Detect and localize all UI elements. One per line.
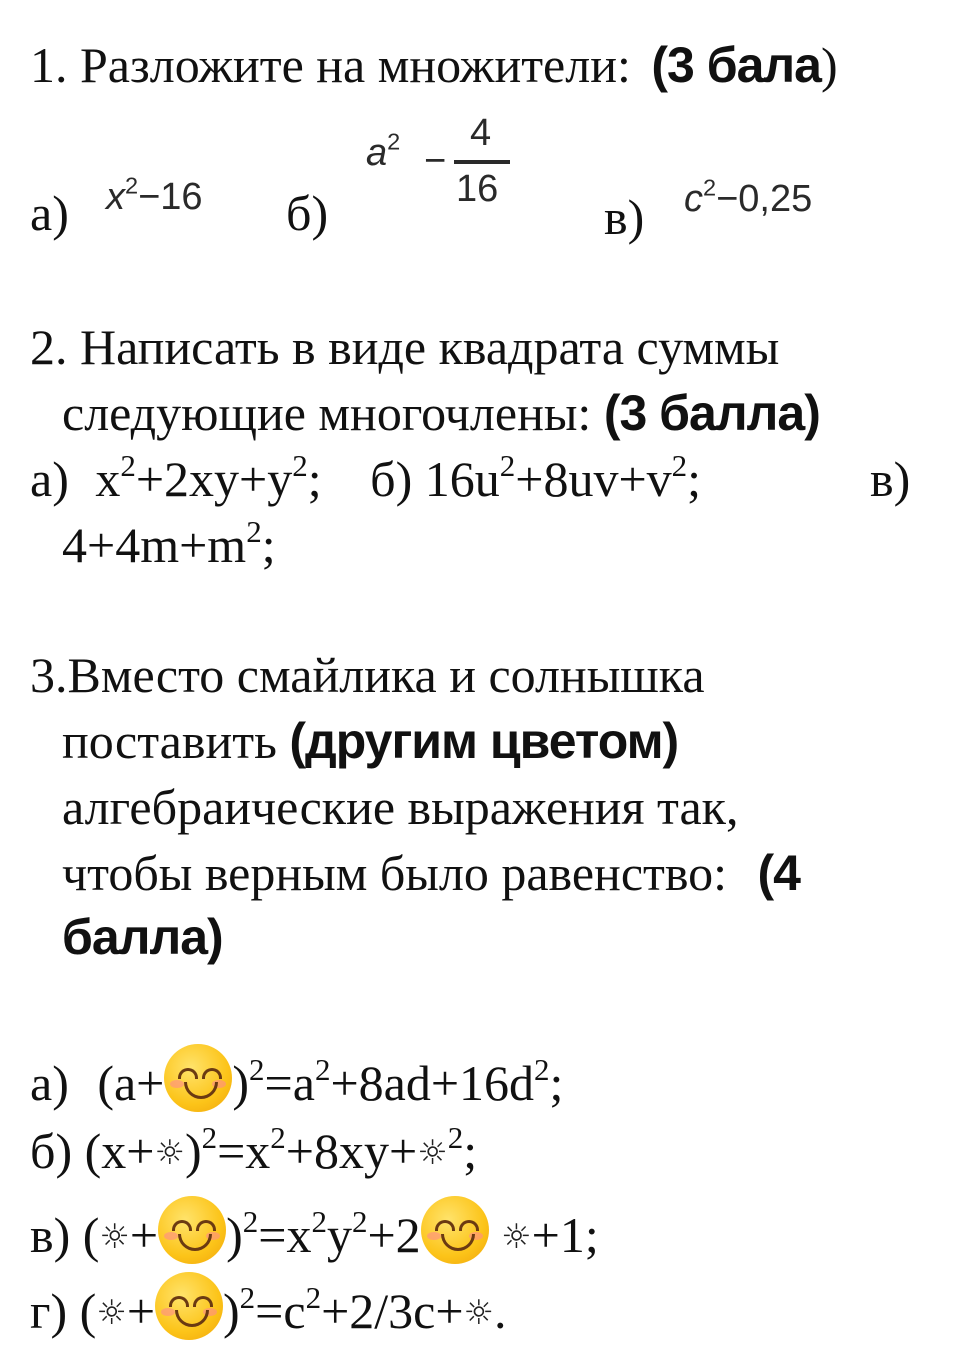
task1-title: 1. Разложите на множители: [30,37,631,93]
task1-c-sup: 2 [703,174,717,201]
task1-b-base: a [366,132,388,174]
task3-d-line [30,1272,507,1340]
task3-line2 [62,713,679,769]
task2-points: (3 балла) [603,385,820,441]
task3-d-expr: (☼+ )$^2=c^2+2/3c+☼$. [80,1283,507,1339]
task1-b-label: б) [286,185,329,241]
fraction-bar [454,160,510,164]
smiling-face-icon [164,1044,232,1112]
task1-c-label: в) [604,189,645,245]
task1-a-expr [106,172,203,218]
task1-c-expr [684,174,813,220]
task3-a-expr: (a+ )$^2=a^2+8ad+16d^2$; [97,1055,563,1111]
task2-a-expr: $x^2+2xy+y^2$; [95,447,322,507]
task3-line1: 3.Вместо смайлика и солнышка [30,647,705,703]
task2-items-line [30,447,702,507]
sun-icon: ☼ [501,1217,532,1257]
task3-b-label: б) [30,1123,73,1179]
sun-icon: ☼ [417,1133,448,1173]
sun-icon: ☼ [99,1217,130,1257]
task2-line1: 2. Написать в виде квадрата суммы [30,319,780,375]
task3-a-line [30,1044,563,1112]
task1-a-base: x [106,176,125,218]
sun-icon: ☼ [154,1133,185,1173]
task3-a-label: а) [30,1055,69,1111]
task1-b-base-wrap [366,128,401,175]
task3-points-part2: балла) [62,909,223,965]
task1-title-line [30,37,838,93]
task3-points-part1: (4 [757,845,800,901]
task2-b-label: б) [370,451,413,507]
task2-c-label: в) [870,451,911,507]
task3-line4: чтобы верным было равенство: [62,845,728,901]
task3-c-expr: (☼+ )$^2=x^2y^2+2$ ☼+1; [83,1207,599,1263]
task3-line4-wrap [62,845,800,901]
task3-b-expr: $(x+☼)^2=x^2+8xy+☼^2$; [84,1119,478,1179]
task3-line2-start: поставить [62,713,277,769]
task1-b-sup: 2 [387,128,401,155]
task2-line2-wrap [62,385,820,441]
task1-b-minus: − [424,140,447,182]
smiling-face-icon [155,1272,223,1340]
task1-a-rest: −16 [138,176,203,218]
task1-c-base: c [684,178,703,220]
task1-b-denominator: 16 [456,168,499,210]
task3-b-line [30,1119,478,1179]
smiling-face-icon [158,1196,226,1264]
task2-a-label: а) [30,451,69,507]
task3-c-line [30,1196,599,1264]
task2-b-expr: $16u^2+8uv+v^2$; [424,447,702,507]
sun-icon: ☼ [463,1293,495,1333]
smiling-face-icon [421,1196,489,1264]
task1-points-close: ) [820,37,838,93]
task1-b-fraction [362,112,512,222]
task1-a-sup: 2 [125,172,139,199]
task3-d-label: г) [30,1283,68,1339]
task1-a-label: а) [30,185,69,241]
task1-b-numerator: 4 [470,112,492,154]
task1-c-rest: −0,25 [716,178,813,220]
task1-points: (3 бала [651,37,821,93]
task3-c-label: в) [30,1207,71,1263]
task2-line2: следующие многочлены: [62,385,592,441]
task2-c-expr: $4+4m+m^2$; [62,513,276,573]
task3-color-note: (другим цветом) [289,713,679,769]
sun-icon: ☼ [96,1293,127,1333]
task3-line3: алгебраические выражения так, [62,779,739,835]
